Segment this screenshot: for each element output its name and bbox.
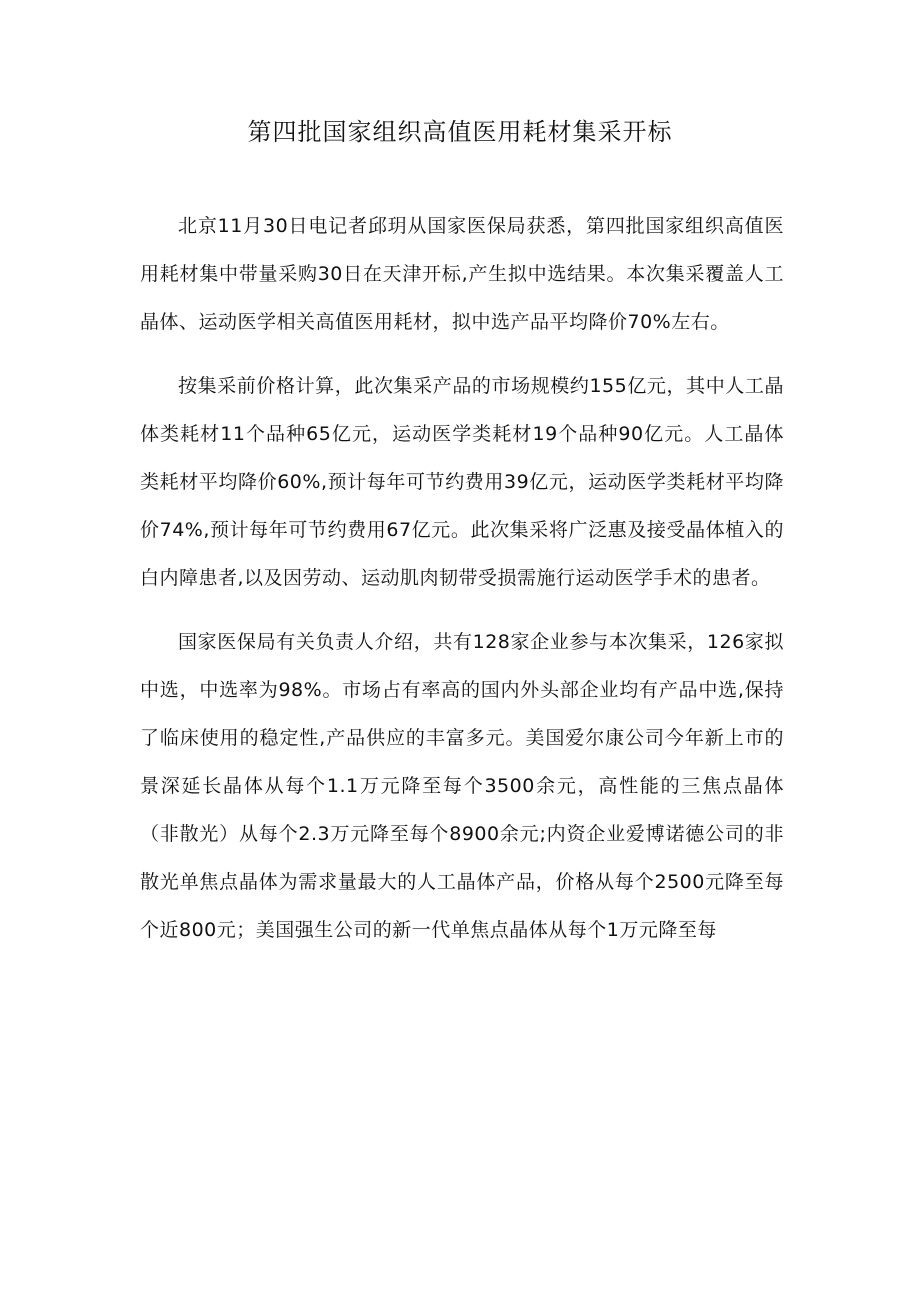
paragraph-2: 按集采前价格计算，此次集采产品的市场规模约155亿元，其中人工晶体类耗材11个品种65亿元，运动医学类耗材19个品种90亿元。人工晶体类耗材平均降价60%,预计每年可节约费用39亿元，运动医学类耗材平均降价74%,预计每年可节约费用67亿元。此次集采将广泛惠及接受晶体植入的白内障患者,以及因劳动、运动肌肉韧带受损需施行运动医学手术的患者。 bbox=[140, 375, 784, 589]
paragraph-3: 国家医保局有关负责人介绍，共有128家企业参与本次集采，126家拟中选，中选率为98%。市场占有率高的国内外头部企业均有产品中选,保持了临床使用的稳定性,产品供应的丰富多元。美国爱尔康公司今年新上市的景深延长晶体从每个1.1万元降至每个3500余元，高性能的三焦点晶体（非散光）从每个2.3万元降至每个8900余元;内资企业爱博诺德公司的非散光单焦点晶体为需求量最大的人工晶体产品，价格从每个2500元降至每个近800元；美国强生公司的新一代单焦点晶体从每个1万元降至每 bbox=[140, 631, 784, 941]
document-body bbox=[140, 202, 784, 954]
document-title: 第四批国家组织高值医用耗材集采开标 bbox=[247, 118, 673, 146]
paragraph-1: 北京11月30日电记者邱玥从国家医保局获悉，第四批国家组织高值医用耗材集中带量采购30日在天津开标,产生拟中选结果。本次集采覆盖人工晶体、运动医学相关高值医用耗材，拟中选产品平均降价70%左右。 bbox=[140, 215, 784, 333]
